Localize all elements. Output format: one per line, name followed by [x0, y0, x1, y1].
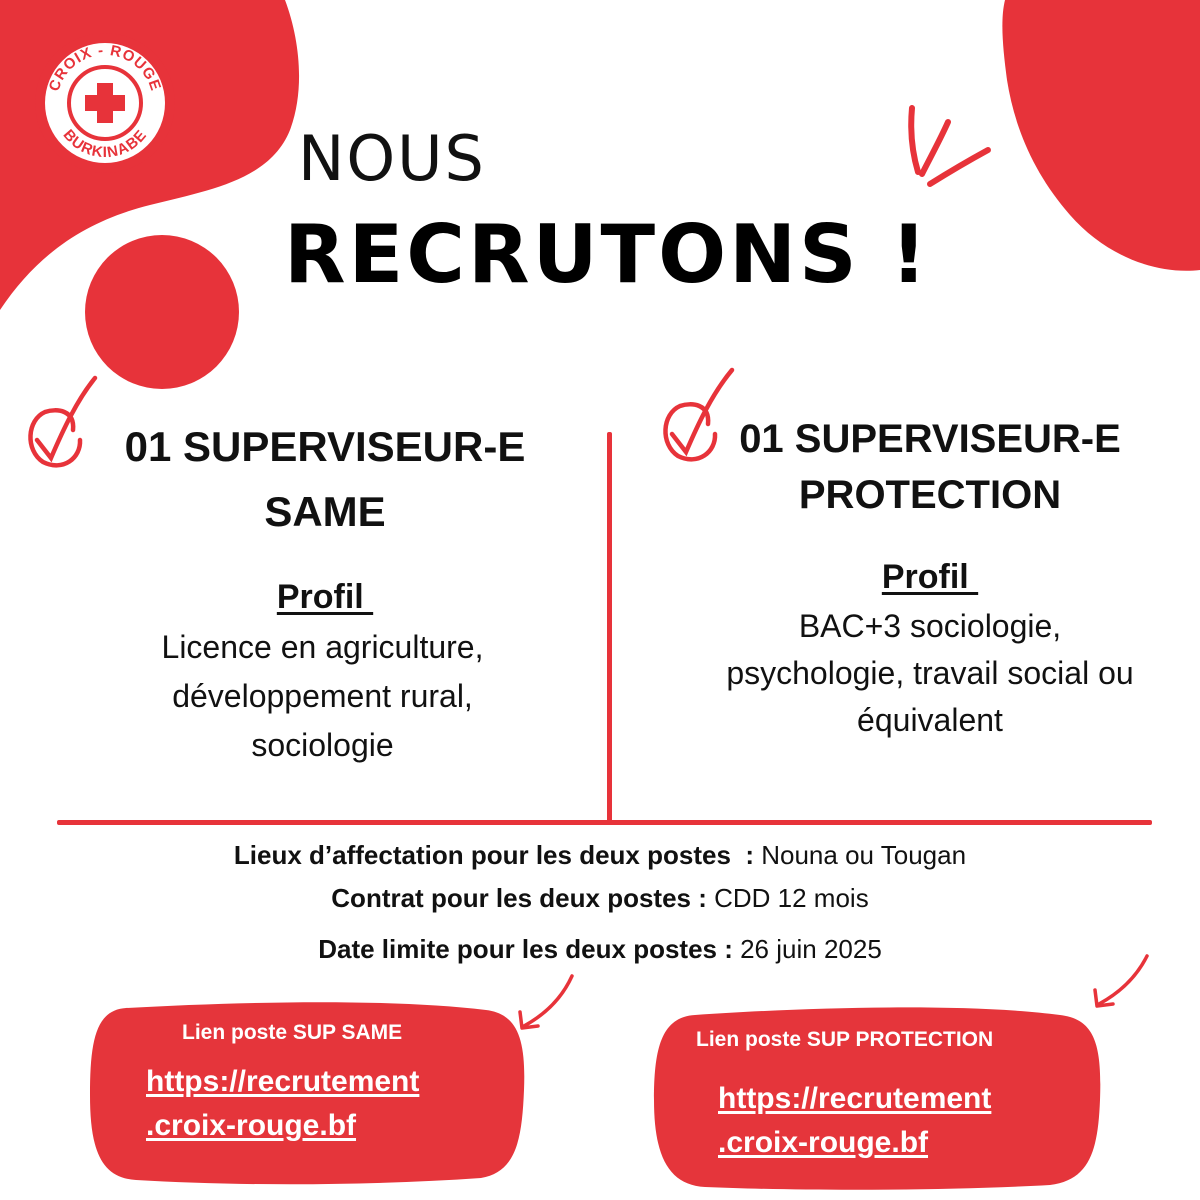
headline-nous: NOUS [298, 122, 486, 195]
logo-bottom-text: BURKINABE [59, 126, 151, 162]
headline-recrutons: RECRUTONS ! [284, 208, 931, 301]
job-title-same: 01 SUPERVISEUR-E SAME [124, 423, 526, 535]
job-title-protection: 01 SUPERVISEUR-E PROTECTION [739, 417, 1121, 517]
top-right-blob [995, 0, 1200, 280]
link-label-same: Lien poste SUP SAME [182, 1021, 403, 1044]
vertical-divider [607, 432, 612, 822]
link-label-protection: Lien poste SUP PROTECTION [696, 1028, 994, 1051]
profil-text-same: Licence en agriculture, développement rural, sociologie [161, 629, 484, 763]
croix-rouge-logo [30, 28, 180, 178]
profil-label-same: Profil [276, 578, 374, 616]
red-circle-blob [82, 232, 242, 392]
profil-text-protection: BAC+3 sociologie, psychologie, travail social ou équivalent [726, 608, 1134, 738]
info-lieux: Lieux d’affectation pour les deux postes : Nouna ou Tougan [233, 840, 967, 870]
burst-lines-icon [900, 100, 1000, 200]
link-protection[interactable]: https://recrutement .croix-rouge.bf [718, 1082, 992, 1159]
link-same[interactable]: https://recrutement .croix-rouge.bf [146, 1065, 420, 1142]
horizontal-divider [57, 820, 1152, 825]
info-contrat: Contrat pour les deux postes : CDD 12 mois [331, 883, 869, 913]
logo-top-text: CROIX - ROUGE [45, 41, 165, 94]
profil-label-protection: Profil [881, 558, 979, 596]
info-date: Date limite pour les deux postes : 26 juin 2025 [318, 934, 882, 964]
